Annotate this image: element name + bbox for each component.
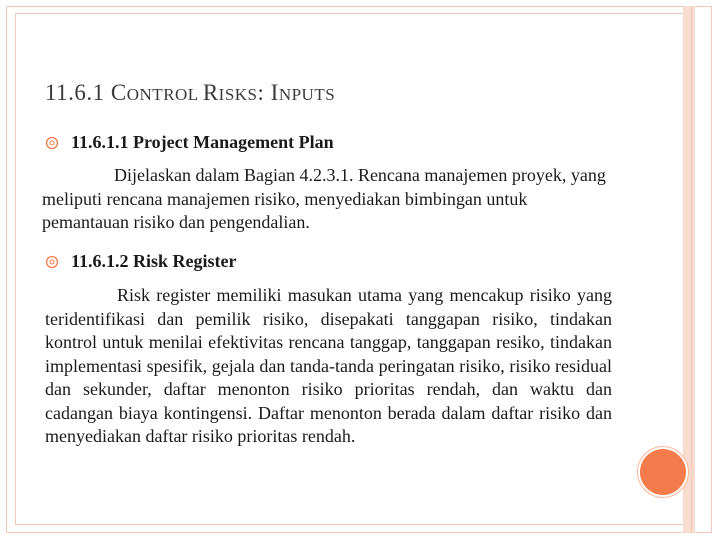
bullet-item-risk-register (45, 251, 237, 272)
bullet-body (45, 284, 612, 449)
slide-right-band (683, 6, 695, 533)
diamond-outline-icon (45, 136, 59, 150)
title-part: R (202, 80, 219, 105)
title-part: ISKS (218, 85, 258, 104)
diamond-outline-icon (45, 255, 59, 269)
slide-title (45, 80, 335, 106)
bullet-body-text: Risk register memiliki masukan utama yang mencakup risiko yang teridentifikasi dan pemilik risiko, disepakati tanggapan risiko, tindakan kontrol untuk menilai efektivitas rencana tanggap, tanggapan resiko, tindakan implementasi spesifik, gejala dan tanda-tanda peringatan risiko, risiko residual dan sekunder, daftar menonton risiko prioritas rendah, dan waktu dan cadangan biaya kontingensi. Daftar menonton berada dalam daftar risiko dan menyediakan daftar risiko prioritas rendah. (45, 285, 612, 446)
bullet-body (42, 164, 610, 235)
bullet-heading: 11.6.1.1 Project Management Plan (71, 132, 334, 152)
title-part: ONTROL (126, 85, 203, 104)
bullet-item-project-management-plan (45, 132, 334, 153)
decorative-circle (640, 449, 686, 495)
bullet-body-text: Dijelaskan dalam Bagian 4.2.3.1. Rencana manajemen proyek, yang meliputi rencana manajemen risiko, menyediakan bimbingan untuk pemantauan risiko dan pengendalian. (42, 165, 606, 232)
bullet-heading: 11.6.1.2 Risk Register (71, 251, 237, 271)
title-part: 11.6.1 C (45, 80, 127, 105)
title-part: NPUTS (278, 85, 336, 104)
title-part: : I (257, 80, 279, 105)
slide-right-band-line (691, 6, 692, 533)
